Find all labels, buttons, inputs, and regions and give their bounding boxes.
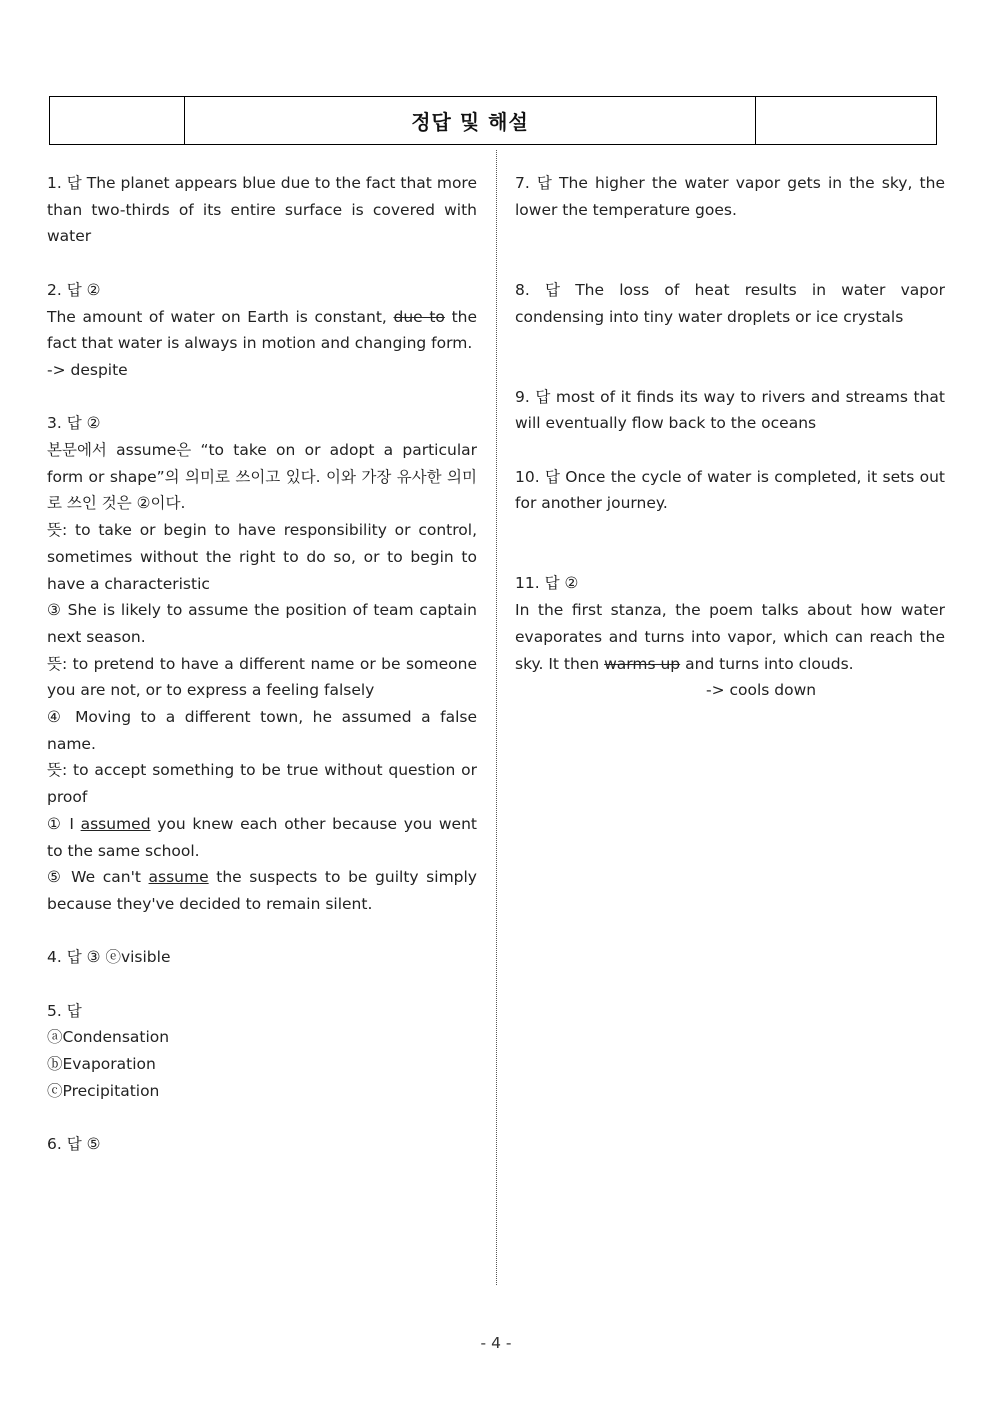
- answer-7: [515, 170, 945, 223]
- answer-2-head: 2. 답 ②: [47, 280, 101, 299]
- answer-11-text-b: and turns into clouds.: [680, 654, 854, 673]
- answer-11-strike: warms up: [604, 654, 681, 673]
- ex1-part-b: you knew each other because you went to the same school.: [47, 814, 477, 860]
- answer-1: [47, 170, 477, 250]
- answer-3-example-1: [47, 811, 477, 864]
- answer-2-text-b: the fact that water is always in motion and changing form.: [47, 307, 478, 353]
- answer-5: [47, 998, 477, 1105]
- answer-3-example-4: ④ Moving to a different town, he assumed a false name.: [47, 708, 477, 753]
- header-right-cell: [756, 97, 936, 144]
- answer-2: [47, 277, 477, 384]
- answer-6-text: 6. 답 ⑤: [47, 1135, 101, 1154]
- answer-2-text-a: The amount of water on Earth is constant,: [47, 307, 394, 326]
- ex1-part-a: ① I: [47, 814, 81, 833]
- answer-3-def1: 뜻: to take or begin to have responsibility or control, sometimes without the right to do so, or to begin to have a characteristic: [47, 521, 477, 593]
- left-column: [47, 170, 477, 1158]
- answer-6: [47, 1131, 477, 1158]
- answer-11-text-a: In the first stanza, the poem talks about how water evaporates and turns into vapor, which can reach the sky. It then: [515, 601, 945, 673]
- answer-9-text: 9. 답 most of it finds its way to rivers and streams that will eventually flow back to the oceans: [515, 387, 945, 433]
- answer-7-text: 7. 답 The higher the water vapor gets in the sky, the lower the temperature goes.: [515, 174, 945, 219]
- answer-3-def3: 뜻: to accept something to be true without question or proof: [47, 761, 477, 807]
- answer-4: [47, 944, 477, 971]
- page-number: - 4 -: [480, 1334, 512, 1352]
- answer-8-text: 8. 답 The loss of heat results in water vapor condensing into tiny water droplets or ice crystals: [515, 280, 945, 326]
- ex5-underlined: assume: [148, 868, 209, 887]
- answer-9: [515, 384, 945, 437]
- page-title: 정답 및 해설: [185, 97, 756, 144]
- header-table: [49, 96, 937, 145]
- answer-3-head: 3. 답 ②: [47, 414, 101, 433]
- answer-1-head: 1. 답: [47, 174, 87, 192]
- answer-5-head: 5. 답: [47, 1001, 82, 1020]
- answer-2-fix: -> despite: [47, 360, 128, 379]
- answer-1-text: The planet appears blue due to the fact that more than two-thirds of its entire surface is covered with water: [47, 174, 478, 246]
- answer-5-item-a: ⓐCondensation: [47, 1028, 170, 1047]
- answer-10: [515, 464, 945, 517]
- answer-3: [47, 410, 477, 917]
- answer-11: [515, 570, 945, 704]
- answer-3-def2: 뜻: to pretend to have a different name or be someone you are not, or to express a feeling falsely: [47, 654, 477, 700]
- right-column: [515, 170, 945, 704]
- answer-3-example-3: ③ She is likely to assume the position of team captain next season.: [47, 601, 477, 646]
- answer-4-text: 4. 답 ③ ⓔvisible: [47, 948, 171, 967]
- answer-3-example-5: [47, 864, 477, 917]
- answer-5-item-c: ⓒPrecipitation: [47, 1081, 160, 1100]
- answer-3-explain: 본문에서 assume은 “to take on or adopt a particular form or shape”의 의미로 쓰이고 있다. 이와 가장 유사한 의미로 쓰인 것은 ②이다.: [47, 441, 477, 513]
- answer-11-fix: -> cools down: [706, 681, 817, 700]
- answer-10-text: 10. 답 Once the cycle of water is completed, it sets out for another journey.: [515, 467, 945, 513]
- header-left-cell: [50, 97, 185, 144]
- column-divider: [496, 150, 497, 1285]
- ex5-part-b: the suspects to be guilty simply because they've decided to remain silent.: [47, 868, 477, 913]
- answer-5-item-b: ⓑEvaporation: [47, 1055, 156, 1074]
- answer-11-head: 11. 답 ②: [515, 574, 579, 593]
- answer-2-strike: due to: [393, 307, 445, 326]
- ex1-underlined: assumed: [80, 814, 151, 833]
- ex5-part-a: ⑤ We can't: [47, 868, 149, 887]
- answer-8: [515, 277, 945, 330]
